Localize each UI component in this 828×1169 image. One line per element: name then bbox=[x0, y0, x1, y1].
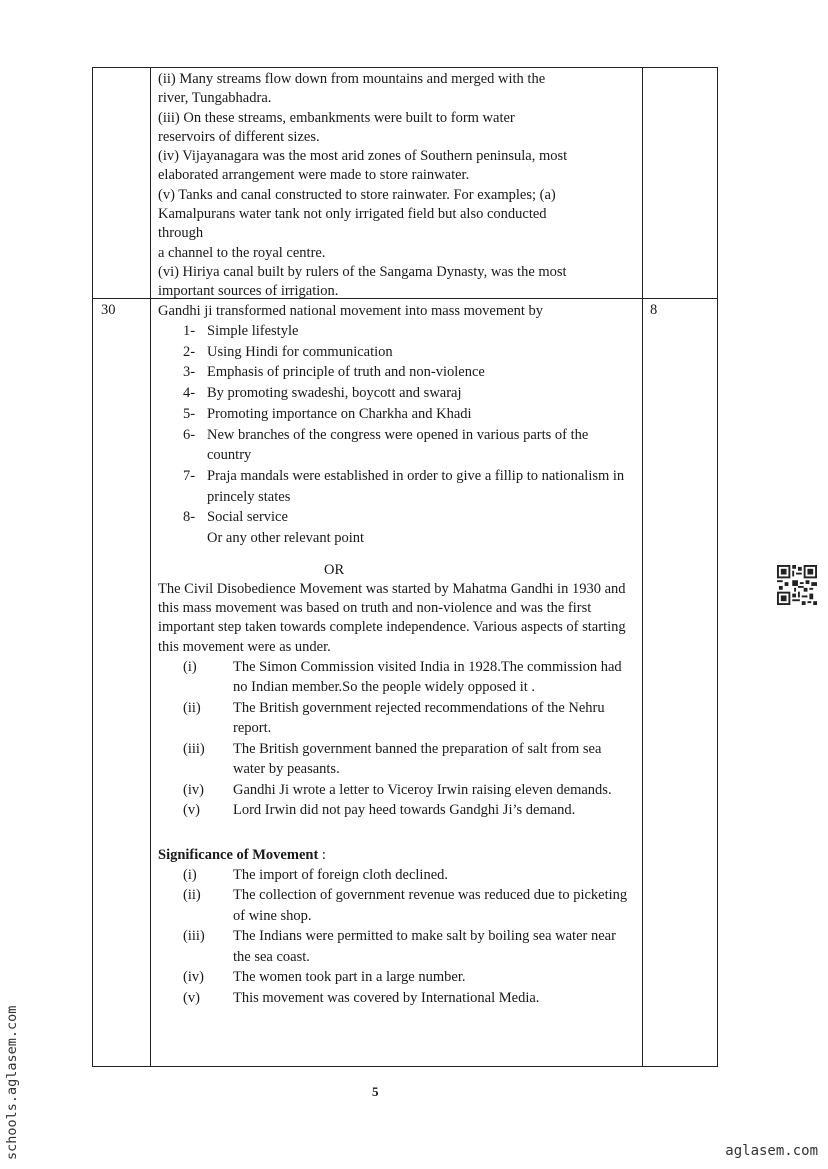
significance-heading bbox=[158, 845, 636, 865]
list-item bbox=[158, 321, 636, 342]
or-separator: OR bbox=[324, 561, 345, 578]
item-text: The collection of government revenue was reduced due to picketing of wine shop. bbox=[233, 887, 628, 924]
continuation-line: (v) Tanks and canal constructed to store rainwater. For examples; (a) bbox=[158, 186, 556, 203]
list-item bbox=[158, 885, 636, 926]
continuation-line: river, Tungabhadra. bbox=[158, 90, 272, 107]
item-label: 8- bbox=[183, 509, 196, 526]
list-item bbox=[158, 780, 636, 801]
continuation-line: a channel to the royal centre. bbox=[158, 244, 326, 261]
qr-code-icon[interactable] bbox=[777, 565, 817, 605]
significance-heading-text: Significance of Movement bbox=[158, 846, 319, 863]
item-text: Emphasis of principle of truth and non-violence bbox=[207, 364, 485, 381]
list-item bbox=[158, 425, 636, 466]
answer-cell bbox=[158, 301, 636, 1008]
answer-intro: Gandhi ji transformed national movement into mass movement by bbox=[158, 303, 543, 319]
item-text: Simple lifestyle bbox=[207, 323, 299, 339]
item-text: The Simon Commission visited India in 1928.The commission had no Indian member.So the people widely opposed it . bbox=[233, 658, 622, 696]
points-list bbox=[158, 321, 636, 549]
item-label: (i) bbox=[183, 866, 197, 883]
list-item bbox=[158, 698, 636, 739]
column-divider bbox=[150, 68, 151, 1066]
list-item bbox=[158, 926, 636, 967]
item-label: (iv) bbox=[183, 781, 204, 798]
item-label: (iii) bbox=[183, 740, 205, 757]
continuation-line: elaborated arrangement were made to store rainwater. bbox=[158, 167, 470, 184]
cdm-intro: The Civil Disobedience Movement was started by Mahatma Gandhi in 1930 and this mass movement was based on truth and non-violence and was the first important step taken towards complete independence. Various aspects of starting this movement were as under. bbox=[158, 580, 626, 655]
question-number: 30 bbox=[101, 302, 116, 318]
continuation-line: through bbox=[158, 225, 204, 242]
item-text: The British government rejected recommendations of the Nehru report. bbox=[233, 699, 605, 737]
item-text: New branches of the congress were opened in various parts of the country bbox=[207, 426, 589, 464]
continuation-line: (vi) Hiriya canal built by rulers of the Sangama Dynasty, was the most bbox=[158, 263, 567, 280]
continuation-line: (ii) Many streams flow down from mountains and merged with the bbox=[158, 71, 546, 87]
list-item bbox=[158, 507, 636, 528]
list-item bbox=[158, 342, 636, 363]
list-item bbox=[158, 528, 636, 549]
item-label: (ii) bbox=[183, 699, 201, 716]
item-label: (iii) bbox=[183, 928, 205, 945]
item-text: The British government banned the preparation of salt from sea water by peasants. bbox=[233, 740, 602, 778]
question-marks: 8 bbox=[650, 302, 658, 318]
list-item bbox=[158, 362, 636, 383]
list-item bbox=[158, 657, 636, 698]
item-text: Or any other relevant point bbox=[207, 530, 365, 547]
continuation-cell bbox=[158, 70, 638, 302]
item-label: (v) bbox=[183, 989, 200, 1006]
item-label: 6- bbox=[183, 426, 196, 443]
item-text: Gandhi Ji wrote a letter to Viceroy Irwin raising eleven demands. bbox=[233, 781, 612, 798]
continuation-line: important sources of irrigation. bbox=[158, 283, 339, 300]
item-label: 5- bbox=[183, 405, 196, 422]
item-label: 2- bbox=[183, 343, 196, 360]
list-item bbox=[158, 466, 636, 507]
list-item bbox=[158, 988, 636, 1009]
item-text: Promoting importance on Charkha and Khadi bbox=[207, 405, 472, 422]
item-label: (iv) bbox=[183, 969, 204, 986]
continuation-line: Kamalpurans water tank not only irrigated field but also conducted bbox=[158, 206, 547, 223]
item-label: 7- bbox=[183, 467, 196, 484]
item-label: 1- bbox=[183, 323, 196, 339]
significance-colon: : bbox=[318, 846, 326, 863]
item-text: The import of foreign cloth declined. bbox=[233, 866, 449, 883]
list-item bbox=[158, 967, 636, 988]
item-label: (ii) bbox=[183, 887, 201, 904]
list-item bbox=[158, 800, 636, 821]
side-watermark: schools.aglasem.com bbox=[4, 1005, 20, 1160]
list-item bbox=[158, 404, 636, 425]
item-text: This movement was covered by International Media. bbox=[233, 989, 540, 1006]
item-text: Lord Irwin did not pay heed towards Gandghi Ji’s demand. bbox=[233, 802, 576, 819]
item-label: 3- bbox=[183, 364, 196, 381]
page-number: 5 bbox=[372, 1084, 379, 1099]
list-item bbox=[158, 739, 636, 780]
list-item bbox=[158, 383, 636, 404]
continuation-line: (iv) Vijayanagara was the most arid zones of Southern peninsula, most bbox=[158, 148, 568, 165]
item-label: 4- bbox=[183, 385, 196, 402]
bottom-watermark: aglasem.com bbox=[725, 1143, 818, 1159]
item-text: The Indians were permitted to make salt by boiling sea water near the sea coast. bbox=[233, 928, 616, 965]
column-divider bbox=[642, 68, 643, 1066]
list-item bbox=[158, 865, 636, 886]
continuation-line: reservoirs of different sizes. bbox=[158, 128, 320, 145]
item-label: (i) bbox=[183, 658, 197, 675]
significance-list bbox=[158, 865, 636, 1009]
item-text: Praja mandals were established in order to give a fillip to nationalism in princely states bbox=[207, 467, 625, 505]
aspects-list bbox=[158, 657, 636, 821]
item-label: (v) bbox=[183, 802, 200, 819]
continuation-line: (iii) On these streams, embankments were built to form water bbox=[158, 109, 515, 126]
item-text: By promoting swadeshi, boycott and swaraj bbox=[207, 385, 462, 402]
item-text: Social service bbox=[207, 509, 288, 526]
item-text: Using Hindi for communication bbox=[207, 343, 393, 360]
item-text: The women took part in a large number. bbox=[233, 969, 466, 986]
